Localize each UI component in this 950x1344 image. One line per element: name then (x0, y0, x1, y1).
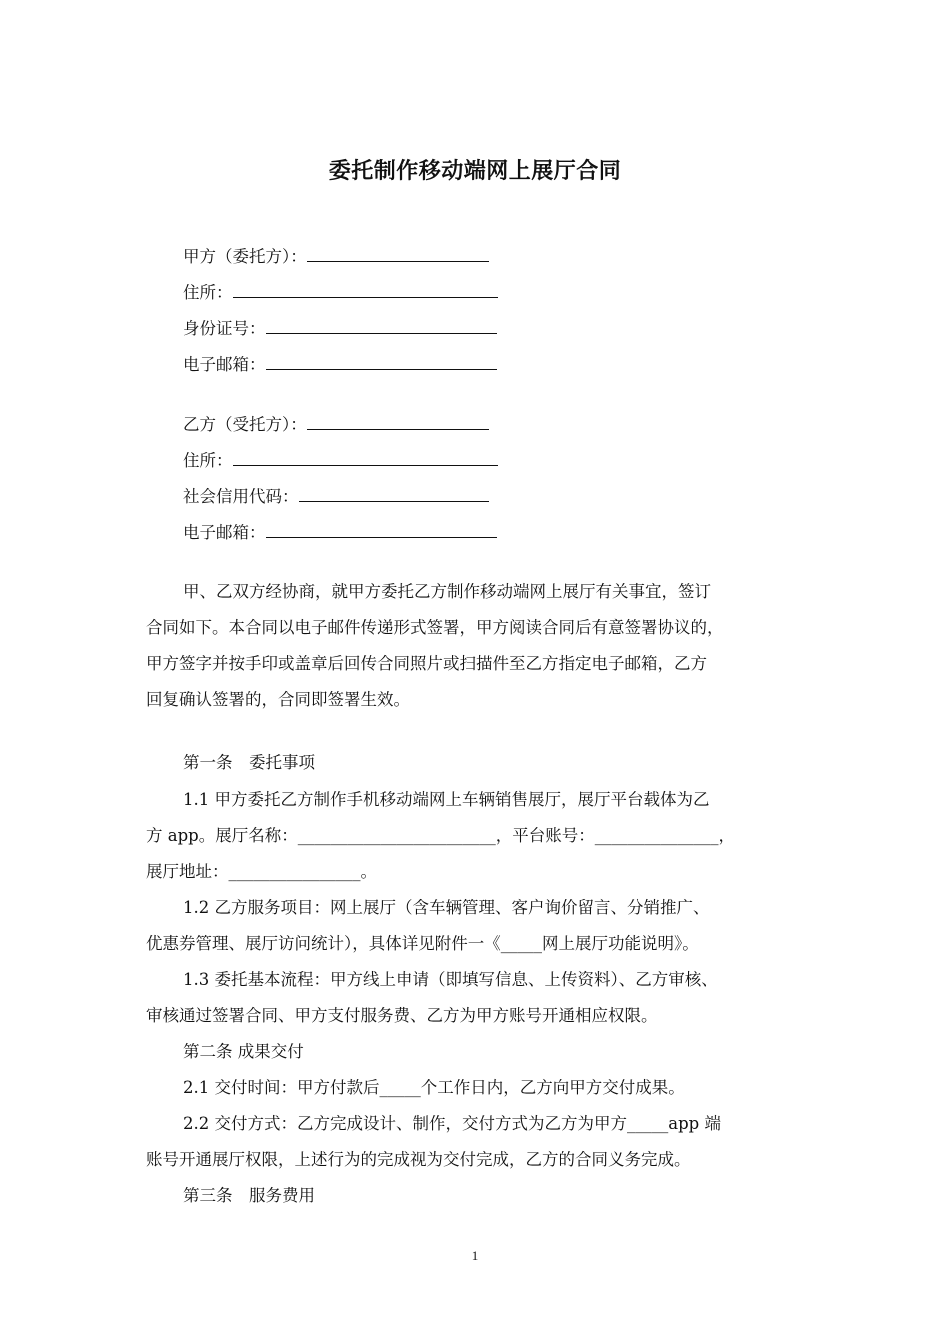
showroom-name-blank[interactable]: ________________________ (297, 826, 496, 845)
party-b-credit-blank[interactable] (299, 485, 489, 502)
clause-1-1-name-label: 方 app。展厅名称： (146, 826, 298, 845)
article-1-heading: 第一条 委托事项 (183, 753, 315, 772)
intro-line-2: 合同如下。本合同以电子邮件传递形式签署，甲方阅读合同后有意签署协议的， (146, 618, 724, 637)
party-a-id-label: 身份证号： (183, 319, 266, 338)
clause-1-1-comma: ， (718, 826, 735, 845)
party-b-email-blank[interactable] (266, 521, 497, 538)
intro-line-4: 回复确认签署的，合同即签署生效。 (146, 690, 410, 709)
party-a-id-blank[interactable] (266, 317, 497, 334)
party-b-credit-label: 社会信用代码： (183, 487, 299, 506)
clause-2-2-suffix: app 端 (668, 1114, 721, 1133)
clause-1-1-account-label: ，平台账号： (495, 826, 595, 845)
clause-1-3-line-2: 审核通过签署合同、甲方支付服务费、乙方为甲方账号开通相应权限。 (146, 1006, 658, 1025)
clause-1-1-line-2 (146, 825, 735, 847)
party-b-label: 乙方（受托方）： (183, 415, 307, 434)
showroom-address-blank[interactable]: ________________ (228, 862, 361, 881)
party-a-address-label: 住所： (183, 283, 233, 302)
page-number: 1 (471, 1248, 479, 1263)
party-b-address-blank[interactable] (233, 449, 498, 466)
party-a-label: 甲方（委托方）： (183, 247, 307, 266)
platform-account-blank[interactable]: _______________ (594, 826, 719, 845)
clause-2-2-line-1 (183, 1113, 721, 1135)
clause-1-3-line-1: 1.3 委托基本流程：甲方线上申请（即填写信息、上传资料）、乙方审核、 (183, 970, 718, 989)
clause-2-2-prefix: 2.2 交付方式：乙方完成设计、制作，交付方式为乙方为甲方 (183, 1114, 627, 1133)
clause-2-1 (183, 1077, 685, 1099)
intro-line-3: 甲方签字并按手印或盖章后回传合同照片或扫描件至乙方指定电子邮箱，乙方 (146, 654, 707, 673)
party-b-credit-row (183, 485, 489, 508)
party-a-address-blank[interactable] (233, 281, 498, 298)
document-title: 委托制作移动端网上展厅合同 (328, 159, 622, 184)
clause-1-2-prefix: 优惠券管理、展厅访问统计），具体详见附件一《 (146, 934, 501, 953)
party-b-address-row (183, 449, 498, 472)
attachment-name-blank[interactable]: _____ (500, 934, 542, 953)
party-a-row (183, 245, 489, 268)
clause-1-2-line-1: 1.2 乙方服务项目：网上展厅（含车辆管理、客户询价留言、分销推广、 (183, 898, 710, 917)
party-a-email-row (183, 353, 497, 376)
clause-1-1-period: 。 (360, 862, 377, 881)
clause-1-2-line-2 (146, 933, 699, 955)
article-2-heading: 第二条 成果交付 (183, 1042, 304, 1061)
clause-2-1-prefix: 2.1 交付时间：甲方付款后 (183, 1078, 380, 1097)
article-3-heading: 第三条 服务费用 (183, 1186, 315, 1205)
party-b-email-label: 电子邮箱： (183, 523, 266, 542)
party-b-address-label: 住所： (183, 451, 233, 470)
clause-2-2-line-2: 账号开通展厅权限，上述行为的完成视为交付完成，乙方的合同义务完成。 (146, 1150, 691, 1169)
clause-2-1-suffix: 个工作日内，乙方向甲方交付成果。 (420, 1078, 685, 1097)
party-b-row (183, 413, 489, 436)
app-platform-blank[interactable]: _____ (627, 1114, 669, 1133)
party-a-blank[interactable] (307, 245, 489, 262)
clause-1-1-line-3 (146, 861, 377, 883)
party-a-id-row (183, 317, 497, 340)
showroom-address-label: 展厅地址： (146, 862, 229, 881)
party-a-email-blank[interactable] (266, 353, 497, 370)
party-b-email-row (183, 521, 497, 544)
clause-1-1-line-1: 1.1 甲方委托乙方制作手机移动端网上车辆销售展厅，展厅平台载体为乙 (183, 790, 710, 809)
party-b-blank[interactable] (307, 413, 489, 430)
party-a-address-row (183, 281, 498, 304)
party-a-email-label: 电子邮箱： (183, 355, 266, 374)
clause-1-2-suffix: 网上展厅功能说明》。 (542, 934, 699, 953)
intro-line-1: 甲、乙双方经协商，就甲方委托乙方制作移动端网上展厅有关事宜，签订 (183, 582, 711, 601)
delivery-days-blank[interactable]: _____ (379, 1078, 421, 1097)
